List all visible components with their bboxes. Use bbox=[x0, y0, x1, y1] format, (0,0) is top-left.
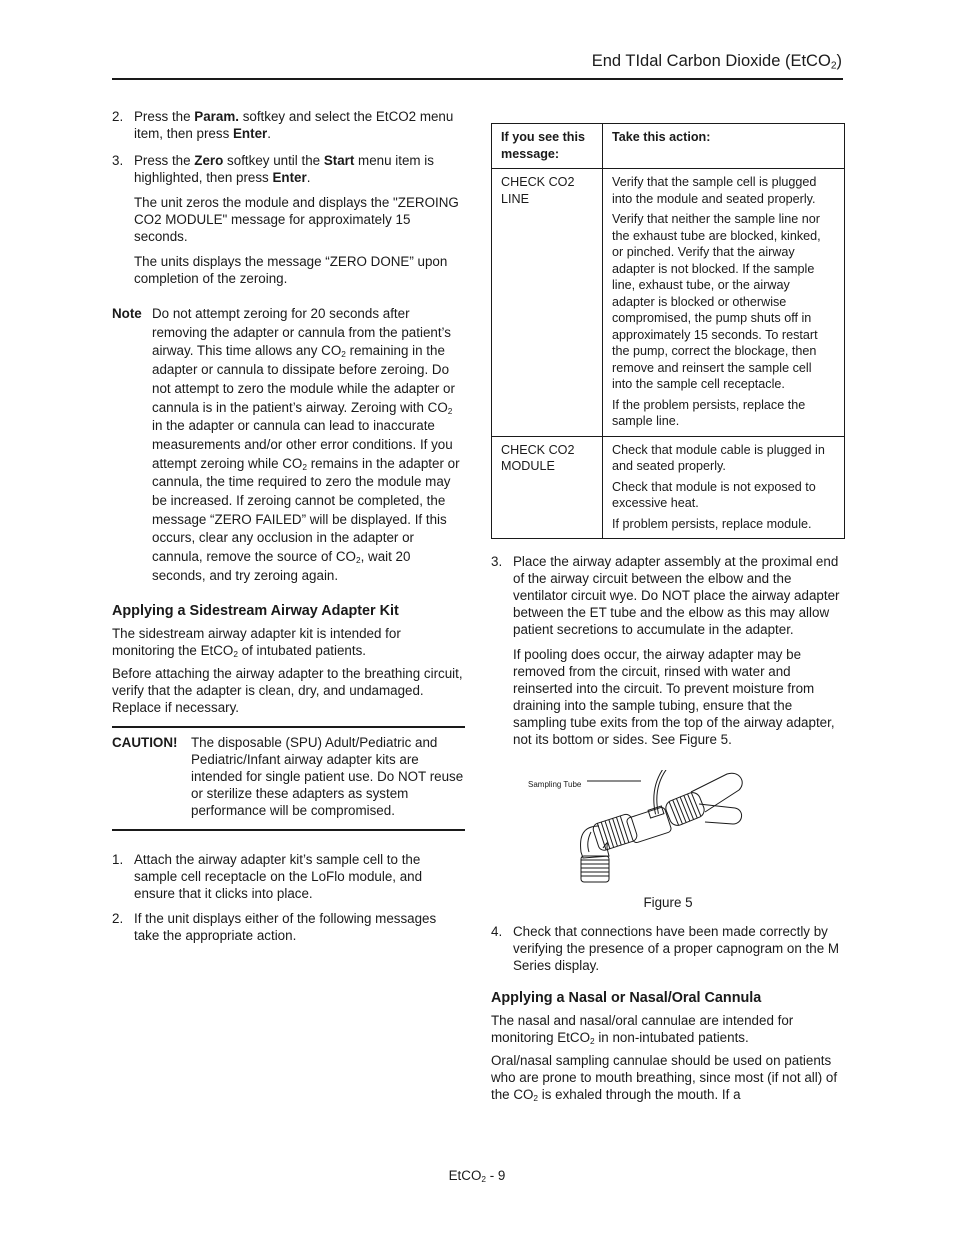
figure-caption: Figure 5 bbox=[643, 895, 693, 910]
caution-text: The disposable (SPU) Adult/Pediatric and Pediatric/Infant airway adapter kits are intended for single patient use. Do NOT reuse or sterilize these adapters as system performance will be compromised. bbox=[191, 734, 464, 818]
adapter-step-4: 4. Check that connections have been made correctly by verifying the presence of a proper capnogram on the M Series display. bbox=[491, 924, 840, 973]
note-label: Note bbox=[112, 306, 142, 321]
adapter-step-3: 3. Place the airway adapter assembly at the proximal end of the airway circuit between the elbow and the ventilator circuit wye. Do NOT place the airway adapter between the ET tube and the elbow as this may allow patient secretions to accumulate in the adapter. If pooling does occur, the airway adapter may be removed from the circuit, rinsed with water and reinserted into the circuit. To prevent moisture from draining into the sample tubing, ensure that the sampling tube exits from the top of the airway adapter, not its bottom or sides. See Figure 5. bbox=[491, 553, 845, 748]
page-footer: EtCO$_2$ - 9 bbox=[448, 1168, 506, 1185]
note-block bbox=[112, 305, 465, 586]
zeroing-paragraph: The unit zeros the module and displays the "ZEROING CO2 MODULE" message for approximately 15 seconds. bbox=[134, 195, 459, 244]
airway-adapter-illustration bbox=[491, 770, 845, 890]
oral-nasal-paragraph: Oral/nasal sampling cannulae should be used on patients who are prone to mouth breathing, since most (if not all) of the $CO_2$ is exhaled through the mouth. If a bbox=[491, 1053, 838, 1104]
section-title-nasal-cannula: Applying a Nasal or Nasal/Oral Cannula bbox=[491, 990, 762, 1006]
sidestream-verify: Before attaching the airway adapter to the breathing circuit, verify that the adapter is clean, dry, and undamaged. Replace if necessary. bbox=[112, 665, 463, 715]
section-title-sidestream: Applying a Sidestream Airway Adapter Kit bbox=[112, 602, 399, 619]
kit-step-2: 2. If the unit displays either of the following messages take the appropriate action. bbox=[112, 910, 437, 943]
kit-step-1: 1. Attach the airway adapter kit’s sample cell to the sample cell receptacle on the LoFlo module, and ensure that it clicks into place. bbox=[112, 851, 423, 901]
table-cell-message: CHECK CO2 MODULE bbox=[492, 436, 603, 539]
figure-5-airway-adapter bbox=[491, 770, 845, 890]
note-text: Do not attempt zeroing for 20 seconds after removing the adapter or cannula from the patient’s airway. This time allows any $CO_2$ remaining in the adapter or cannula to dissipate before zeroing. Do not attempt to zero the module while the adapter or cannula is in the patient’s airway. Zeroing with $CO_2$ in the adapter or cannula can lead to inaccurate measurements and/or other error conditions. If you attempt zeroing while $CO_2$ remains in the adapter or cannula, the time required to zero the module may be increased. If zeroing cannot be completed, the message “ZERO FAILED” will be displayed. If this occurs, clear any occlusion in the adapter or cannula, remove the source of $CO_2$, wait 20 seconds, and try zeroing again. bbox=[152, 306, 460, 583]
table-header-message: If you see this message: bbox=[492, 124, 603, 169]
table-cell-action: Check that module cable is plugged in and seated properly. Check that module is not exposed to excessive heat. If problem persists, replace module. bbox=[603, 436, 845, 539]
step-2-param: 2. Press the Param. softkey and select the EtCO2 menu item, then press Enter. bbox=[112, 109, 454, 141]
left-column bbox=[112, 108, 465, 944]
nasal-intro: The nasal and nasal/oral cannulae are intended for monitoring EtCO$_2$ in non-intubated patients. bbox=[491, 1013, 794, 1047]
table-row bbox=[492, 169, 845, 437]
caution-block bbox=[112, 726, 465, 831]
table-row bbox=[492, 436, 845, 539]
table-cell-action: Verify that the sample cell is plugged into the module and seated properly. Verify that neither the sample line nor the exhaust tube are blocked, kinked, or pinched. Verify that the airway adapter is not blocked. If the sample line, exhaust tube, or the airway adapter is blocked or otherwise compromised, the pump shuts off in approximately 15 seconds. To restart the pump, correct the blockage, then remove and reinsert the sample cell into the sample cell receptacle. If the problem persists, replace the sample line. bbox=[603, 169, 845, 437]
sidestream-intro: The sidestream airway adapter kit is intended for monitoring the EtCO$_2$ of intubated patients. bbox=[112, 625, 401, 659]
zero-done-paragraph: The units displays the message “ZERO DONE” upon completion of the zeroing. bbox=[134, 254, 448, 286]
page-header-title: End TIdal Carbon Dioxide (EtCO$_2$) bbox=[591, 52, 842, 72]
caution-label: CAUTION! bbox=[112, 734, 178, 750]
table-header-row bbox=[492, 124, 845, 169]
right-column bbox=[491, 123, 845, 1103]
table-header-action: Take this action: bbox=[603, 124, 845, 169]
sampling-tube-label: Sampling Tube bbox=[528, 780, 582, 789]
message-action-table bbox=[491, 123, 845, 539]
header-rule bbox=[112, 78, 843, 80]
pooling-paragraph: If pooling does occur, the airway adapter may be removed from the circuit, rinsed with water and reinserted into the circuit. To prevent moisture from draining into the sample tubing, ensure that the sampling tube exits from the top of the airway adapter, not its bottom or sides. See Figure 5. bbox=[513, 647, 835, 747]
step-3-zero: 3. Press the Zero softkey until the Start menu item is highlighted, then press Enter. The unit zeros the module and displays the "ZEROING CO2 MODULE" message for approximately 15 seconds. The units displays the message “ZERO DONE” upon completion of the zeroing. bbox=[112, 152, 465, 287]
table-cell-message: CHECK CO2 LINE bbox=[492, 169, 603, 437]
